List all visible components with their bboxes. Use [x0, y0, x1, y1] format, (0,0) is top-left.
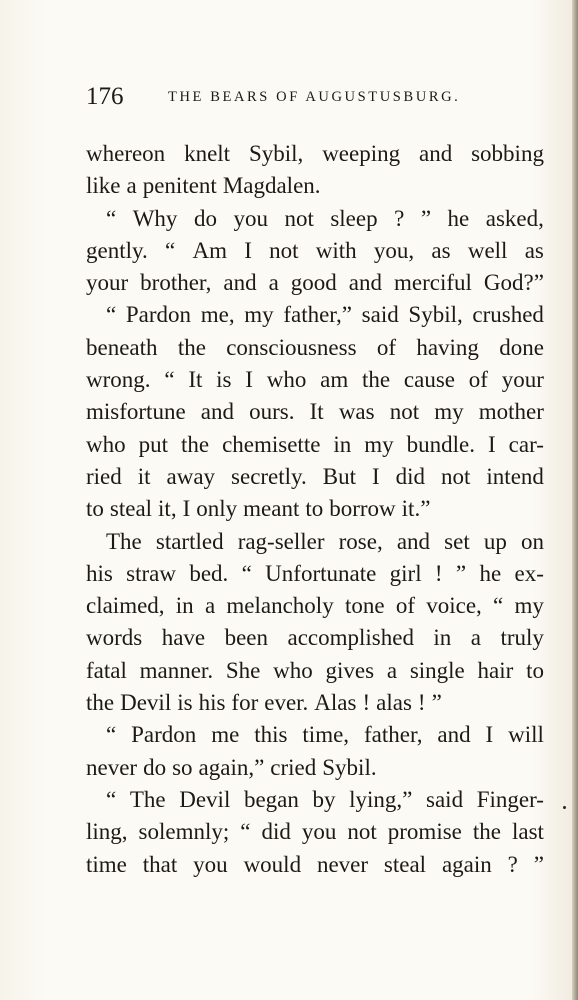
word: I — [485, 722, 494, 748]
word: the — [362, 367, 391, 393]
word: It — [188, 367, 203, 393]
word: who — [273, 657, 313, 683]
word: manner. — [139, 657, 214, 683]
word: did — [261, 819, 291, 845]
word: and — [348, 270, 382, 296]
word: ! — [362, 690, 371, 716]
word: it.” — [401, 496, 431, 522]
word: me, — [200, 302, 235, 328]
word: ried — [86, 463, 122, 489]
word: Sybil, — [248, 141, 304, 166]
word: and — [200, 399, 234, 425]
text-line — [86, 558, 544, 590]
word: steal — [383, 851, 427, 877]
word: I — [372, 463, 380, 489]
word: not — [269, 237, 299, 263]
word: good — [290, 270, 337, 296]
word: Sybil, — [408, 302, 463, 328]
word: as — [524, 237, 544, 263]
word: a — [268, 270, 279, 296]
word: do — [143, 754, 167, 780]
word: single — [409, 657, 465, 683]
word: voice, — [426, 593, 482, 619]
page-edge-shadow — [572, 0, 578, 1000]
text-line — [86, 429, 544, 461]
word: It — [309, 399, 324, 425]
word: my — [244, 302, 274, 328]
word: hair — [477, 657, 514, 683]
word: have — [161, 625, 206, 651]
word: ” — [533, 851, 544, 877]
word: “ — [106, 786, 117, 812]
word: a — [386, 657, 398, 683]
word: father,” — [283, 302, 352, 328]
word: that — [142, 851, 178, 877]
word: not — [284, 205, 314, 231]
word: claimed, — [86, 593, 165, 619]
word: ” — [420, 205, 432, 231]
word: his — [86, 560, 113, 586]
word: The — [106, 528, 142, 554]
word: wrong. — [86, 367, 151, 393]
word: penitent — [142, 173, 217, 199]
word: to — [86, 496, 104, 522]
word: “ — [165, 237, 176, 263]
word: you — [193, 851, 228, 877]
word: you, — [373, 237, 415, 263]
word: I — [245, 367, 253, 393]
word: ling, — [86, 819, 128, 845]
word: the — [180, 431, 210, 457]
word: truly — [500, 625, 544, 651]
word: he — [479, 560, 502, 586]
word: Magdalen. — [222, 173, 321, 199]
text-line — [86, 299, 544, 331]
word: in — [333, 431, 352, 457]
word: again,” — [198, 754, 265, 780]
word: done — [499, 334, 544, 360]
word: am — [320, 367, 349, 393]
word: asked, — [485, 205, 544, 231]
word: like — [86, 173, 121, 199]
text-line — [86, 364, 544, 396]
word: my — [364, 431, 394, 457]
word: for — [231, 690, 259, 716]
word: of — [376, 334, 397, 360]
word: I — [488, 431, 496, 457]
text-line — [86, 784, 544, 816]
word: melancholy — [226, 593, 334, 619]
text-line — [86, 687, 544, 719]
word: my — [514, 593, 544, 619]
word: who — [86, 431, 126, 457]
word: ex- — [514, 560, 544, 586]
text-line — [86, 396, 544, 428]
word: ours. — [249, 399, 295, 425]
word: not — [441, 463, 471, 489]
word: Pardon — [125, 302, 192, 328]
word: was — [338, 399, 375, 425]
word: cried — [270, 754, 317, 780]
word: promise — [387, 819, 462, 845]
word: weeping — [322, 141, 401, 166]
word: mother — [478, 399, 544, 425]
word: crushed — [472, 302, 544, 328]
word: bed. — [189, 560, 229, 586]
word: do — [193, 205, 217, 231]
word: “ — [493, 593, 504, 619]
word: on — [520, 528, 544, 554]
word: it, — [158, 496, 177, 522]
word: misfortune — [86, 399, 186, 425]
word: the — [86, 690, 115, 716]
word: you — [301, 819, 337, 845]
word: “ — [106, 302, 117, 328]
word: chemisette — [222, 431, 321, 457]
word: would — [243, 851, 302, 877]
word: borrow — [329, 496, 396, 522]
word: in — [175, 593, 194, 619]
text-line — [86, 752, 544, 784]
word: gently. — [86, 237, 148, 263]
word: rose, — [338, 528, 383, 554]
text-line — [86, 493, 544, 525]
word: this — [254, 722, 288, 748]
word: girl — [389, 560, 422, 586]
word: meant — [243, 496, 300, 522]
word: and — [419, 141, 453, 166]
word: brother, — [140, 270, 212, 296]
word: rag-seller — [237, 528, 325, 554]
word: “ — [106, 722, 117, 748]
word: Unfortunate — [265, 560, 377, 586]
word: Am — [192, 237, 227, 263]
word: set — [444, 528, 470, 554]
word: sleep — [330, 205, 378, 231]
word: I — [182, 496, 191, 522]
word: who — [266, 367, 307, 393]
text-line — [86, 719, 544, 751]
word: as — [431, 237, 451, 263]
word: ! — [434, 560, 443, 586]
word: fatal — [86, 657, 127, 683]
word: The — [129, 786, 166, 812]
word: in — [433, 625, 452, 651]
word: “ — [164, 367, 175, 393]
word: his — [198, 690, 226, 716]
word: with — [315, 237, 357, 263]
word: having — [416, 334, 479, 360]
body-text — [86, 138, 544, 881]
word: to — [526, 657, 544, 683]
word: never — [86, 754, 138, 780]
word: “ — [241, 560, 252, 586]
word: ? — [507, 851, 518, 877]
word: by — [312, 786, 336, 812]
text-line — [86, 235, 544, 267]
word: to — [305, 496, 324, 522]
word: Pardon — [131, 722, 197, 748]
word: the — [177, 334, 206, 360]
word: alas — [376, 690, 412, 716]
text-line — [86, 655, 544, 687]
word: “ — [106, 205, 117, 231]
word: again — [441, 851, 492, 877]
margin-mark — [563, 806, 566, 809]
word: will — [508, 722, 544, 748]
word: Why — [132, 205, 178, 231]
word: accomplished — [287, 625, 414, 651]
word: only — [196, 496, 238, 522]
word: is — [177, 690, 193, 716]
text-line — [86, 622, 544, 654]
text-line — [86, 461, 544, 493]
word: a — [470, 625, 481, 651]
word: of — [468, 367, 488, 393]
text-line — [86, 849, 544, 881]
text-line — [86, 332, 544, 364]
word: tone — [344, 593, 385, 619]
word: away — [166, 463, 216, 489]
word: he — [447, 205, 470, 231]
word: the — [472, 819, 501, 845]
word: intend — [486, 463, 544, 489]
word: She — [225, 657, 261, 683]
word: my — [434, 399, 464, 425]
word: not — [347, 819, 377, 845]
word: steal — [109, 496, 153, 522]
word: Finger- — [476, 786, 544, 812]
word: Devil — [120, 690, 172, 716]
word: so — [172, 754, 193, 780]
word: you — [233, 205, 268, 231]
word: merciful — [393, 270, 472, 296]
word: did — [395, 463, 426, 489]
word: began — [243, 786, 299, 812]
word: “ — [240, 819, 251, 845]
text-line — [86, 170, 544, 202]
word: your — [86, 270, 129, 296]
word: of — [395, 593, 415, 619]
word: sobbing — [471, 141, 544, 166]
word: and — [223, 270, 257, 296]
word: whereon — [86, 141, 166, 166]
word: up — [483, 528, 507, 554]
word: I — [244, 237, 252, 263]
word: put — [138, 431, 168, 457]
word: been — [224, 625, 269, 651]
word: father, — [363, 722, 423, 748]
word: lying,” — [349, 786, 413, 812]
word: time — [86, 851, 127, 877]
word: ever. — [264, 690, 309, 716]
word: car- — [508, 431, 544, 457]
word: God?” — [483, 270, 544, 296]
text-line — [86, 590, 544, 622]
word: your — [501, 367, 544, 393]
word: Sybil. — [322, 754, 377, 780]
word: ? — [394, 205, 405, 231]
word: is — [216, 367, 232, 393]
word: secretly. — [231, 463, 307, 489]
word: it — [137, 463, 151, 489]
word: a — [204, 593, 216, 619]
word: last — [511, 819, 544, 845]
word: ” — [455, 560, 467, 586]
word: But — [322, 463, 357, 489]
word: bundle. — [406, 431, 476, 457]
word: straw — [126, 560, 176, 586]
text-line — [86, 138, 544, 170]
word: time, — [302, 722, 350, 748]
page-number: 176 — [86, 83, 124, 110]
word: well — [467, 237, 508, 263]
word: said — [361, 302, 399, 328]
word: ” — [431, 690, 442, 716]
page-header — [86, 82, 546, 112]
word: consciousness — [226, 334, 357, 360]
word: not — [389, 399, 420, 425]
word: solemnly; — [138, 819, 230, 845]
word: beneath — [86, 334, 158, 360]
text-line — [86, 526, 544, 558]
word: said — [426, 786, 464, 812]
word: cause — [403, 367, 455, 393]
word: Devil — [179, 786, 231, 812]
word: never — [316, 851, 369, 877]
word: and — [396, 528, 431, 554]
word: startled — [155, 528, 224, 554]
word: a — [126, 173, 137, 199]
text-line — [86, 816, 544, 848]
text-line — [86, 203, 544, 235]
text-line — [86, 267, 544, 299]
word: Alas — [314, 690, 357, 716]
word: ! — [417, 690, 426, 716]
word: me — [211, 722, 240, 748]
word: and — [437, 722, 471, 748]
running-title: THE BEARS OF AUGUSTUSBURG. — [168, 89, 461, 105]
word: words — [86, 625, 143, 651]
word: knelt — [184, 141, 231, 166]
word: gives — [325, 657, 375, 683]
